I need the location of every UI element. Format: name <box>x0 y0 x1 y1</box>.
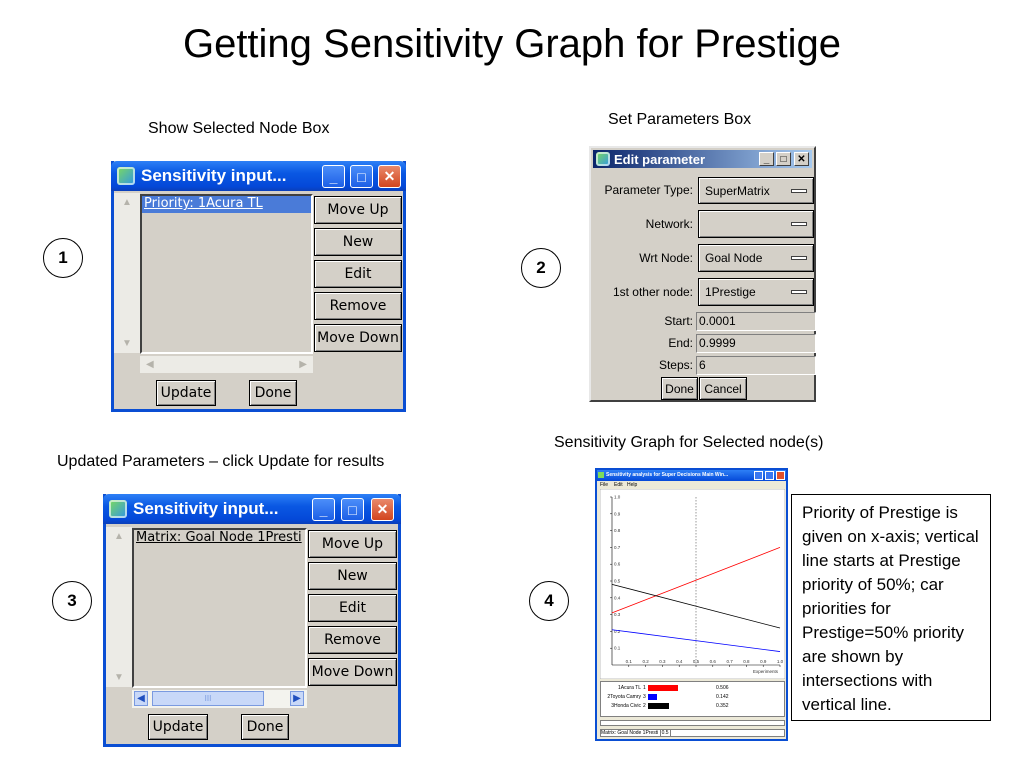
y-tick-label: 1.0 <box>614 494 621 500</box>
steps-field[interactable]: 6 <box>696 356 816 375</box>
move-down-button[interactable]: Move Down <box>314 324 402 352</box>
parameter-type-label: Parameter Type: <box>604 183 693 197</box>
horizontal-scrollbar[interactable] <box>140 356 313 373</box>
list-item[interactable]: Matrix: Goal Node 1Presti <box>136 530 302 545</box>
cancel-button[interactable]: Cancel <box>699 377 747 400</box>
sensitivity-input-window-1 <box>111 161 406 412</box>
result-row <box>601 684 781 692</box>
close-icon[interactable]: ✕ <box>378 165 401 188</box>
caption-step-2: Set Parameters Box <box>608 111 752 128</box>
menu-help[interactable]: Help <box>627 482 638 488</box>
explanation-note: Priority of Prestige is given on x-axis; vertical line starts at Prestige priority of 50%; car priorities for Prestige=50% priority are shown by intersections with vertical line. <box>791 494 991 721</box>
scroll-thumb[interactable]: III <box>152 691 264 706</box>
maximize-icon[interactable]: □ <box>350 165 373 188</box>
parameter-list[interactable] <box>140 194 313 354</box>
result-bar <box>648 685 678 691</box>
y-tick-label: 0.8 <box>614 528 621 534</box>
edit-button[interactable]: Edit <box>308 594 397 622</box>
network-label: Network: <box>645 217 693 231</box>
start-label: Start: <box>664 314 693 328</box>
x-tick-label: 0.8 <box>743 659 750 664</box>
window-title: Edit parameter <box>614 151 706 167</box>
window-title-bar[interactable] <box>593 150 812 168</box>
app-icon <box>117 167 135 185</box>
wrt-node-label: Wrt Node: <box>639 251 693 265</box>
edit-button[interactable]: Edit <box>314 260 402 288</box>
result-rank: 2 <box>643 703 646 709</box>
parameter-type-value: SuperMatrix <box>705 183 770 198</box>
x-tick-label: 1.0 <box>776 659 784 664</box>
result-rank: 3 <box>643 694 646 700</box>
scroll-down-icon[interactable]: ▼ <box>114 672 124 683</box>
x-tick-label: 0.2 <box>642 659 649 664</box>
maximize-icon[interactable] <box>765 471 774 480</box>
sensitivity-input-window-3 <box>103 494 401 747</box>
x-tick-label: 0.7 <box>726 659 733 664</box>
caption-step-1: Show Selected Node Box <box>148 120 330 137</box>
move-down-button[interactable]: Move Down <box>308 658 397 686</box>
y-tick-label: 0.1 <box>614 645 621 651</box>
x-tick-label: 0.6 <box>709 659 716 664</box>
step-number-1: 1 <box>43 238 83 278</box>
result-name: 3Honda Civic <box>611 703 641 709</box>
end-label: End: <box>668 336 693 350</box>
app-icon <box>109 500 127 518</box>
edit-parameter-window <box>589 146 816 402</box>
result-name: 2Toyota Camry <box>607 694 641 700</box>
y-tick-label: 0.5 <box>614 578 621 584</box>
menu-edit[interactable]: Edit <box>614 482 623 488</box>
close-icon[interactable]: ✕ <box>371 498 394 521</box>
network-dropdown[interactable] <box>698 210 814 238</box>
window-title-bar[interactable] <box>103 494 401 524</box>
x-tick-label: 0.4 <box>676 659 683 664</box>
result-value: 0.506 <box>716 685 729 691</box>
remove-button[interactable]: Remove <box>314 292 402 320</box>
status-text: Matrix: Goal Node 1Presti <box>601 730 659 736</box>
new-button[interactable]: New <box>308 562 397 590</box>
start-field[interactable]: 0.0001 <box>696 312 816 331</box>
window-title: Sensitivity analysis for Super Decisions Main Win... <box>606 472 729 478</box>
result-value: 0.142 <box>716 694 729 700</box>
y-tick-label: 0.6 <box>614 561 621 567</box>
scroll-left-icon[interactable]: ◀ <box>146 359 154 370</box>
y-tick-label: 0.9 <box>614 511 621 517</box>
minimize-icon[interactable]: _ <box>759 152 774 166</box>
page-title: Getting Sensitivity Graph for Prestige <box>182 22 842 66</box>
caption-step-3: Updated Parameters – click Update for results <box>57 453 385 470</box>
new-button[interactable]: New <box>314 228 402 256</box>
dropdown-icon <box>791 290 807 294</box>
window-title: Sensitivity input... <box>133 499 279 518</box>
done-button[interactable]: Done <box>249 380 297 406</box>
status-value[interactable]: 0.5 <box>661 730 669 736</box>
step-number-4: 4 <box>529 581 569 621</box>
y-tick-label: 0.7 <box>614 544 621 550</box>
y-tick-label: 0.2 <box>614 628 621 634</box>
update-button[interactable]: Update <box>156 380 216 406</box>
y-tick-label: 0.3 <box>614 612 621 618</box>
done-button[interactable]: Done <box>661 377 698 400</box>
chart-background <box>600 489 785 679</box>
scroll-down-icon[interactable]: ▼ <box>122 338 132 349</box>
vertical-scrollbar[interactable] <box>106 527 132 687</box>
result-rank: 1 <box>643 685 646 691</box>
result-row <box>601 693 781 701</box>
result-bar <box>648 703 669 709</box>
other-node-dropdown[interactable] <box>698 278 814 306</box>
maximize-icon[interactable]: □ <box>776 152 791 166</box>
update-button[interactable]: Update <box>148 714 208 740</box>
scroll-up-icon[interactable]: ▲ <box>114 531 124 542</box>
maximize-icon[interactable]: □ <box>341 498 364 521</box>
close-icon[interactable]: ✕ <box>794 152 809 166</box>
step-number-2: 2 <box>521 248 561 288</box>
dropdown-icon <box>791 189 807 193</box>
app-icon <box>596 152 610 166</box>
window-title-bar[interactable] <box>597 470 786 481</box>
scroll-right-icon[interactable]: ▶ <box>290 691 304 706</box>
scroll-right-icon[interactable]: ▶ <box>299 359 307 370</box>
sensitivity-graph-window <box>595 468 788 741</box>
remove-button[interactable]: Remove <box>308 626 397 654</box>
scroll-left-icon[interactable]: ◀ <box>134 691 148 706</box>
end-field[interactable]: 0.9999 <box>696 334 816 353</box>
done-button[interactable]: Done <box>241 714 289 740</box>
other-node-label: 1st other node: <box>612 285 693 299</box>
minimize-icon[interactable] <box>754 471 763 480</box>
move-up-button[interactable]: Move Up <box>308 530 397 558</box>
vertical-scrollbar[interactable] <box>114 193 140 353</box>
minimize-icon[interactable]: _ <box>322 165 345 188</box>
minimize-icon[interactable]: _ <box>312 498 335 521</box>
results-hscrollbar[interactable] <box>600 720 785 726</box>
horizontal-scrollbar[interactable] <box>132 690 307 708</box>
results-panel <box>600 681 785 717</box>
window-title-bar[interactable] <box>111 161 406 191</box>
caption-step-4: Sensitivity Graph for Selected node(s) <box>554 434 824 451</box>
y-tick-label: 0.4 <box>614 595 621 601</box>
dropdown-icon <box>791 222 807 226</box>
move-up-button[interactable]: Move Up <box>314 196 402 224</box>
wrt-node-value: Goal Node <box>705 251 763 265</box>
x-axis-label: Experiments <box>752 669 778 674</box>
result-value: 0.352 <box>716 703 729 709</box>
status-bar <box>600 729 785 737</box>
sensitivity-chart <box>600 489 785 679</box>
close-icon[interactable] <box>776 471 785 480</box>
window-title: Sensitivity input... <box>141 166 287 185</box>
result-row <box>601 702 781 710</box>
wrt-node-dropdown[interactable] <box>698 244 814 272</box>
menu-file[interactable]: File <box>600 482 609 488</box>
dropdown-icon <box>791 256 807 260</box>
x-tick-label: 0.5 <box>692 659 700 664</box>
list-item[interactable]: Priority: 1Acura TL <box>142 196 311 213</box>
app-icon <box>598 472 604 478</box>
x-tick-label: 0.9 <box>760 659 767 664</box>
step-number-3: 3 <box>52 581 92 621</box>
x-tick-label: 0.1 <box>625 659 632 664</box>
parameter-type-dropdown[interactable] <box>698 177 814 204</box>
parameter-list[interactable] <box>132 528 307 688</box>
steps-label: Steps: <box>658 358 693 372</box>
other-node-value: 1Prestige <box>705 285 756 299</box>
x-tick-label: 0.3 <box>659 659 666 664</box>
result-name: 1Acura TL <box>618 685 641 691</box>
result-bar <box>648 694 657 700</box>
scroll-up-icon[interactable]: ▲ <box>122 197 132 208</box>
